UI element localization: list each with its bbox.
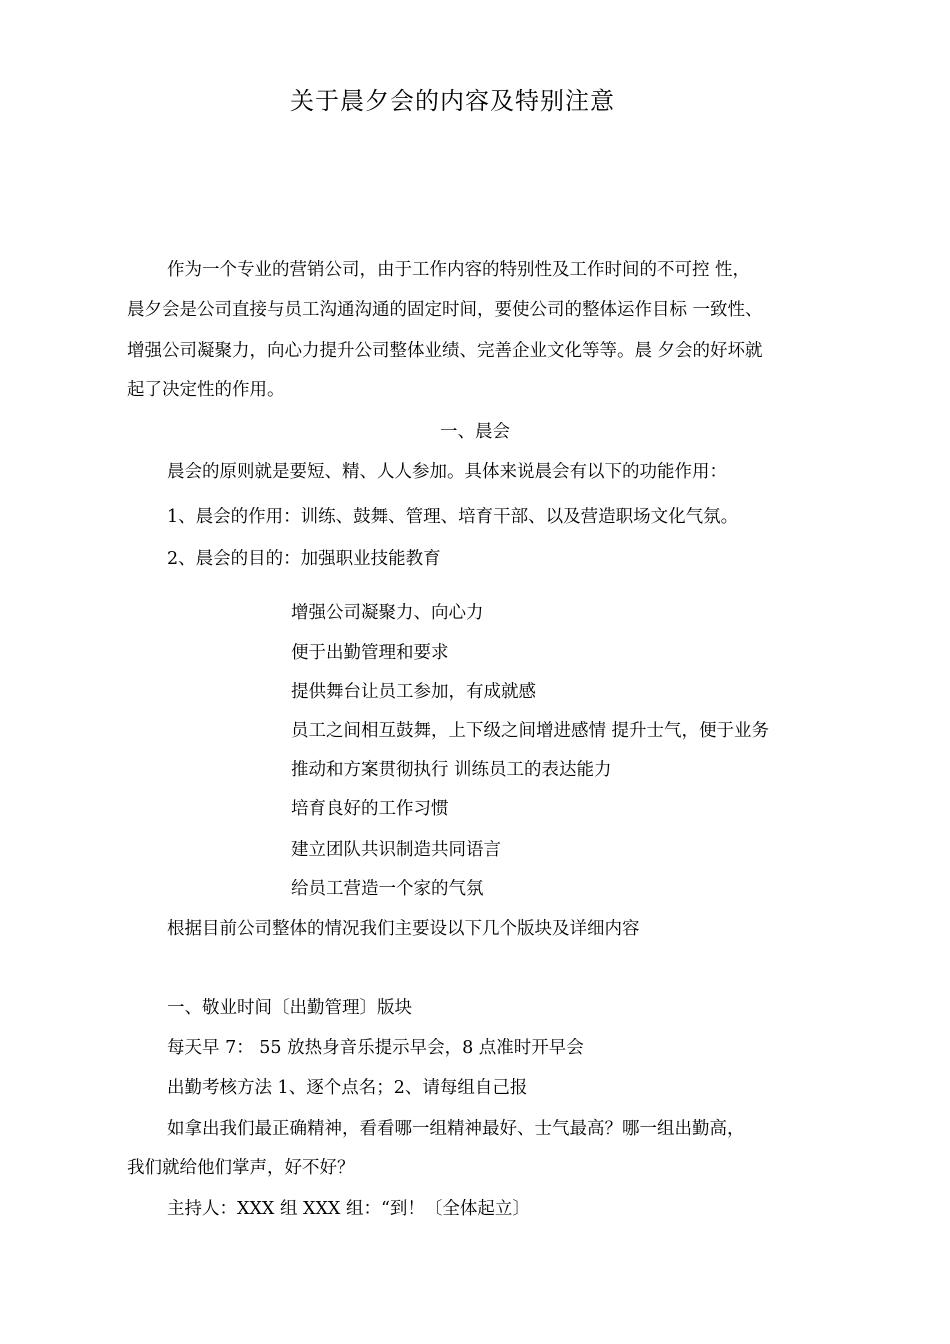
spirit-line-2: 我们就给他们掌声，好不好？ [127,1158,355,1178]
method-line: 出勤考核方法 1、逐个点名；2、请每组自己报 [167,1078,528,1098]
intro-line-2: 晨夕会是公司直接与员工沟通沟通的固定时间，要使公司的整体运作目标 一致性、 [127,300,763,320]
list-item-purpose: 2、晨会的目的：加强职业技能教育 [167,549,441,569]
purpose-line-5: 推动和方案贯彻执行 训练员工的表达能力 [291,760,612,780]
purpose-line-4: 员工之间相互鼓舞，上下级之间增进感情 提升士气，便于业务 [291,721,770,741]
purpose-line-8: 给员工营造一个家的气氛 [291,879,484,899]
intro-line-4: 起了决定性的作用。 [127,380,285,400]
host-line: 主持人：XXX 组 XXX 组：“到！〔全体起立〕 [167,1199,530,1219]
purpose-line-3: 提供舞台让员工参加，有成就感 [291,682,536,702]
intro-line-3: 增强公司凝聚力，向心力提升公司整体业绩、完善企业文化等等。晨 夕会的好坏就 [127,341,763,361]
section-heading-morning-meeting: 一、晨会 [440,422,510,442]
purpose-line-6: 培育良好的工作习惯 [291,799,449,819]
purpose-line-7: 建立团队共识制造共同语言 [291,840,501,860]
purpose-line-1: 增强公司凝聚力、向心力 [291,603,484,623]
principle-paragraph: 晨会的原则就是要短、精、人人参加。具体来说晨会有以下的功能作用： [167,462,727,482]
spirit-line-1: 如拿出我们最正确精神，看看哪一组精神最好、士气最高？哪一组出勤高， [167,1119,745,1139]
list-item-function: 1、晨会的作用：训练、鼓舞、管理、培育干部、以及营造职场文化气氛。 [167,507,739,527]
sections-intro-paragraph: 根据目前公司整体的情况我们主要设以下几个版块及详细内容 [167,919,640,939]
purpose-line-2: 便于出勤管理和要求 [291,643,449,663]
schedule-line: 每天早 7： 55 放热身音乐提示早会，8 点准时开早会 [167,1038,584,1058]
document-title: 关于晨夕会的内容及特别注意 [290,87,615,115]
block-heading-attendance: 一、敬业时间〔出勤管理〕版块 [167,998,412,1018]
intro-line-1: 作为一个专业的营销公司，由于工作内容的特别性及工作时间的不可控 性， [167,260,751,280]
